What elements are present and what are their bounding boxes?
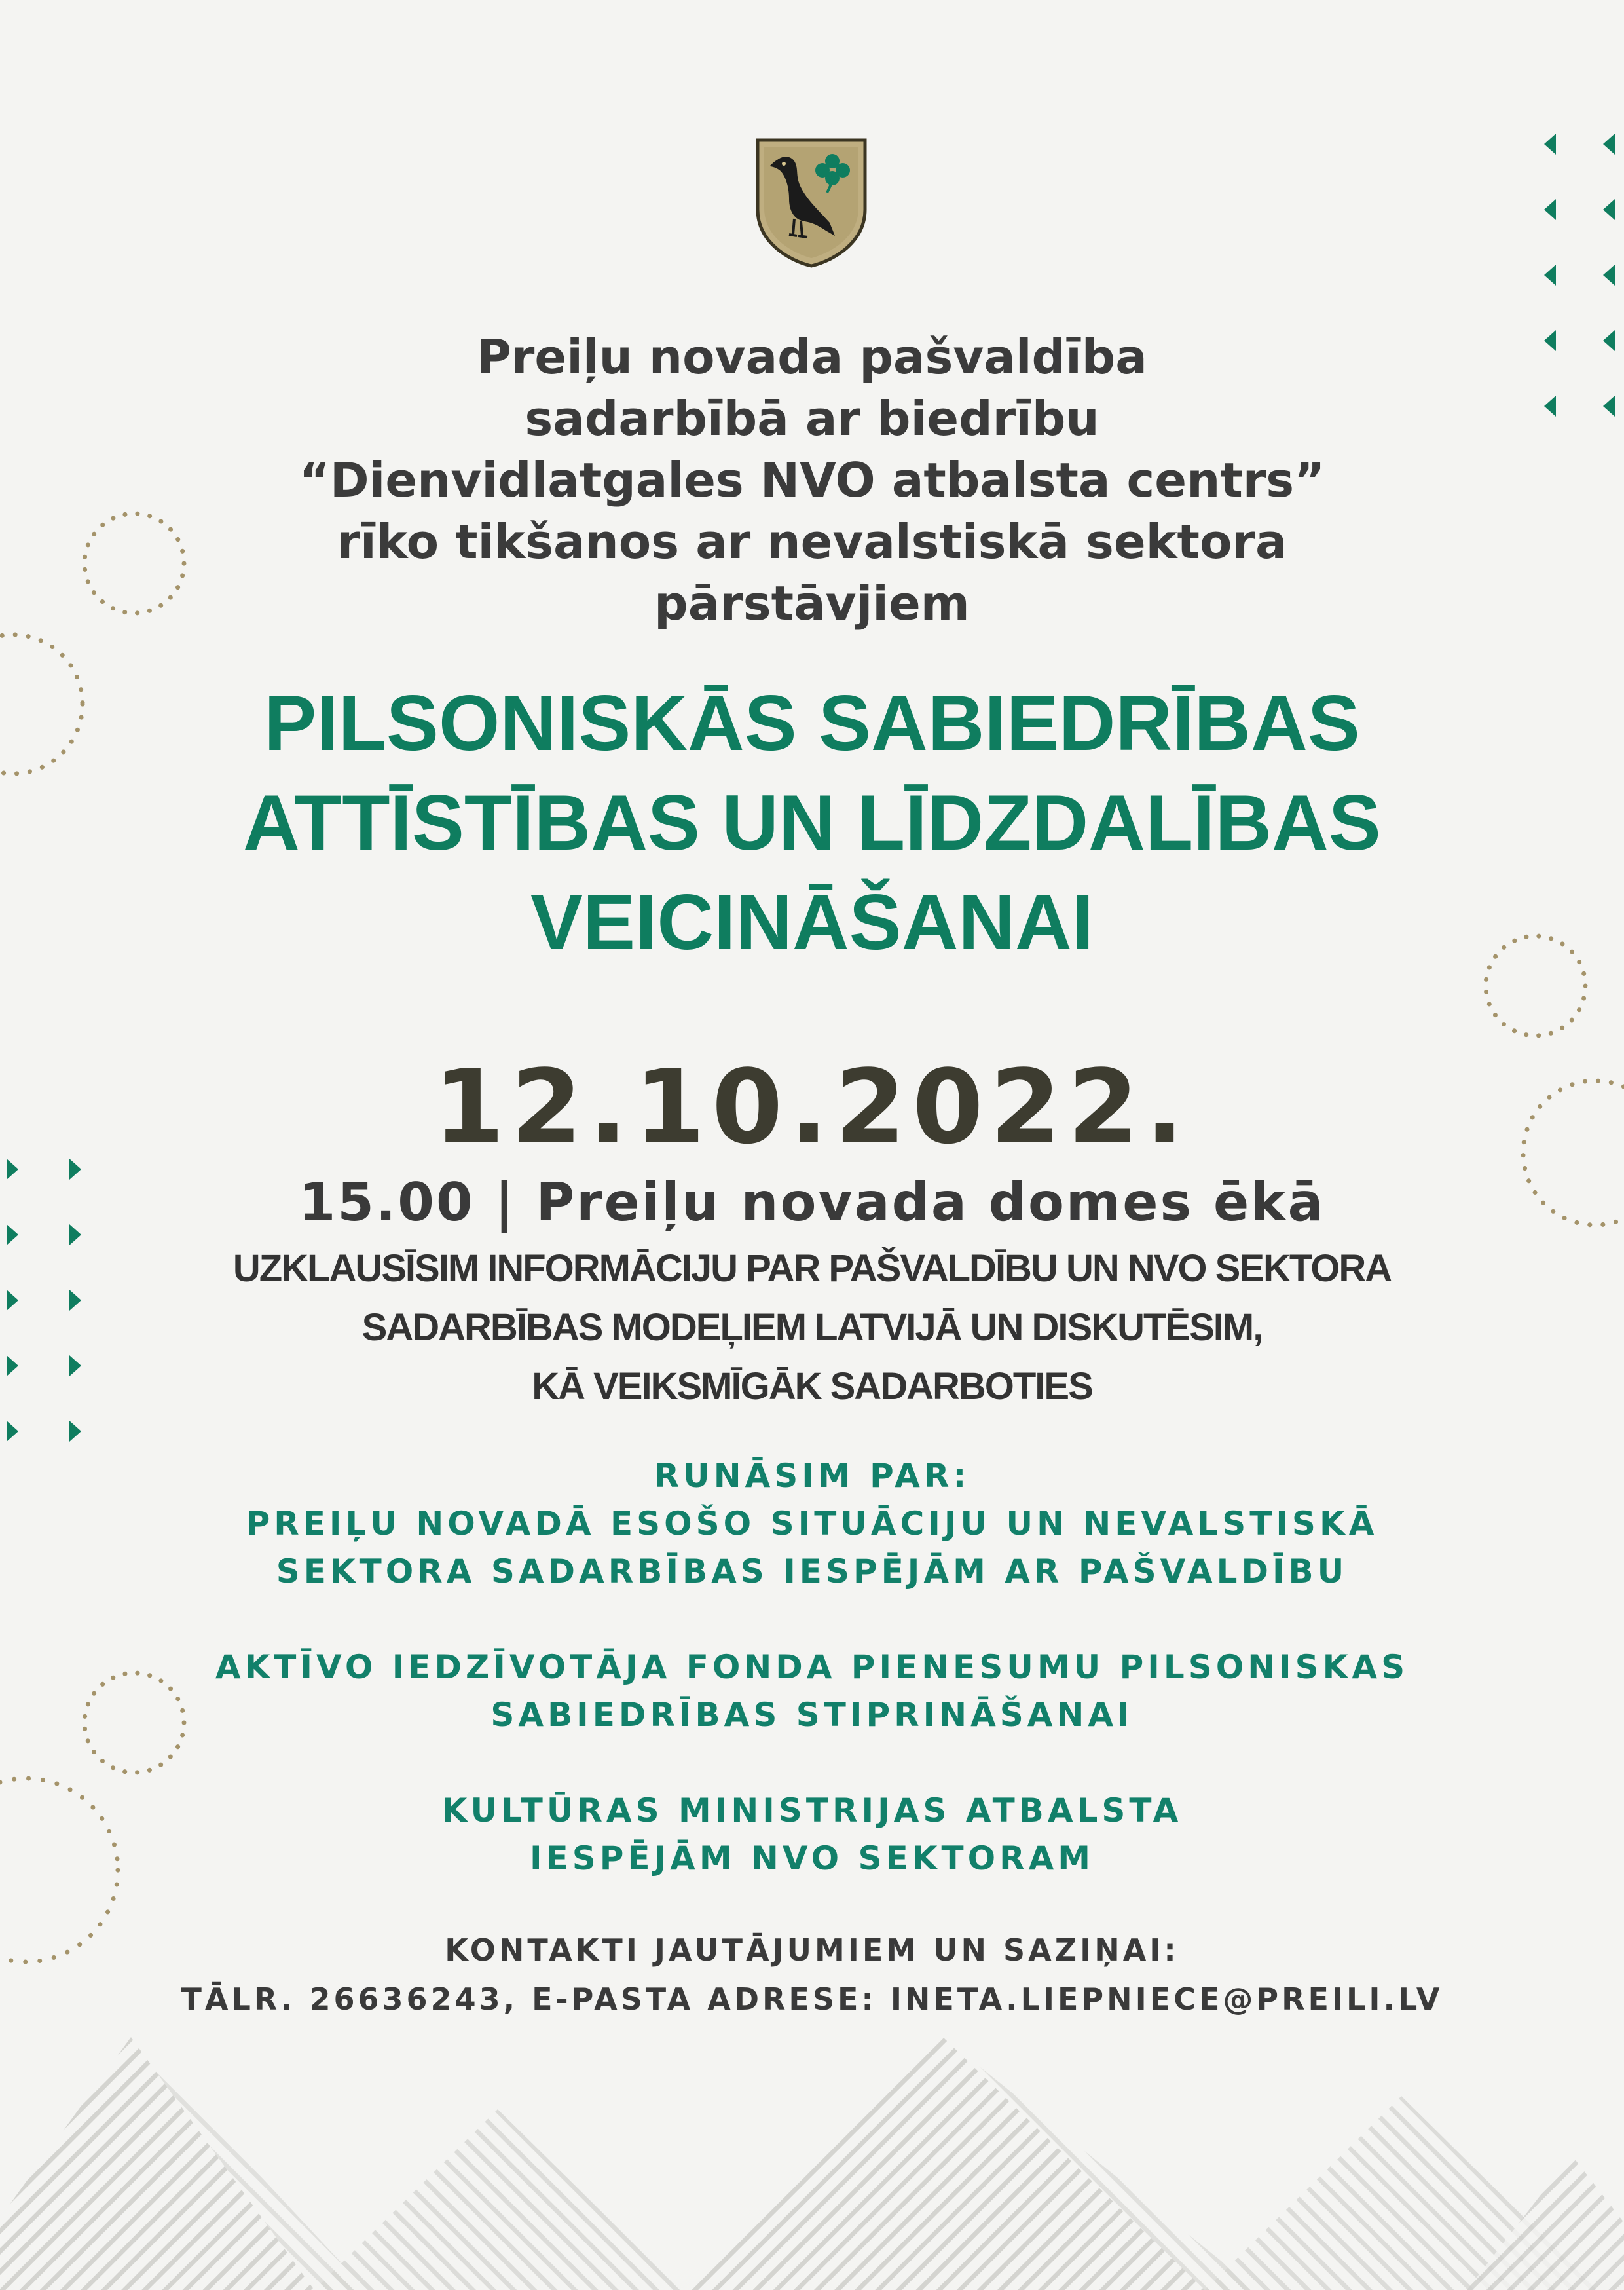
title-line: VEICINĀŠANAI bbox=[530, 878, 1094, 966]
description-line: UZKLAUSĪSIM INFORMĀCIJU PAR PAŠVALDĪBU UN NVO SEKTORA bbox=[232, 1247, 1392, 1290]
dotted-circle-icon bbox=[1513, 1074, 1624, 1231]
topics-heading: RUNĀSIM PAR: bbox=[654, 1457, 970, 1495]
organizer-intro bbox=[0, 326, 1624, 634]
topic-line: SEKTORA SADARBĪBAS IESPĒJĀM AR PAŠVALDĪBU bbox=[276, 1552, 1348, 1590]
event-description bbox=[0, 1239, 1624, 1416]
dotted-circle-icon bbox=[0, 1775, 131, 1965]
event-date: 12.10.2022. bbox=[433, 1047, 1191, 1167]
dotted-circle-icon bbox=[0, 632, 92, 776]
topic-line: IESPĒJĀM NVO SEKTORAM bbox=[529, 1839, 1095, 1877]
topic-line: SABIEDRĪBAS STIPRINĀŠANAI bbox=[490, 1696, 1134, 1734]
building-facade-pattern bbox=[0, 2024, 1624, 2290]
triangle-pattern-icon bbox=[0, 1150, 98, 1451]
intro-line: pārstāvjiem bbox=[654, 576, 970, 631]
discussion-topics bbox=[0, 1452, 1624, 1883]
triangle-pattern-icon bbox=[1526, 124, 1624, 426]
dotted-circle-icon bbox=[79, 1667, 190, 1778]
intro-line: “Dienvidlatgales NVO atbalsta centrs” bbox=[299, 453, 1325, 508]
coat-of-arms-icon bbox=[755, 138, 868, 269]
event-title bbox=[0, 673, 1624, 972]
event-time-place: 15.00 | Preiļu novada domes ēkā bbox=[299, 1172, 1325, 1233]
contact-details: TĀLR. 26636243, E-PASTA ADRESE: INETA.LIEPNIECE@PREILI.LV bbox=[181, 1981, 1443, 2017]
description-line: SADARBĪBAS MODEĻIEM LATVIJĀ UN DISKUTĒSIM, bbox=[361, 1306, 1263, 1349]
dotted-circle-icon bbox=[1480, 930, 1591, 1042]
title-line: PILSONISKĀS SABIEDRĪBAS bbox=[264, 679, 1360, 767]
topic-line: AKTĪVO IEDZĪVOTĀJA FONDA PIENESUMU PILSONISKAS bbox=[215, 1648, 1409, 1686]
description-line: KĀ VEIKSMĪGĀK SADARBOTIES bbox=[532, 1365, 1092, 1408]
intro-line: sadarbībā ar biedrību bbox=[525, 391, 1099, 446]
contact-info bbox=[0, 1926, 1624, 2024]
topic-line: KULTŪRAS MINISTRIJAS ATBALSTA bbox=[441, 1792, 1183, 1830]
intro-line: Preiļu novada pašvaldība bbox=[477, 329, 1147, 385]
title-line: ATTĪSTĪBAS UN LĪDZDALĪBAS bbox=[243, 779, 1381, 867]
topic-line: PREIĻU NOVADĀ ESOŠO SITUĀCIJU UN NEVALSTISKĀ bbox=[246, 1505, 1378, 1543]
contact-heading: KONTAKTI JAUTĀJUMIEM UN SAZIŅAI: bbox=[445, 1932, 1179, 1968]
intro-line: rīko tikšanos ar nevalstiskā sektora bbox=[337, 514, 1287, 569]
dotted-circle-icon bbox=[79, 508, 190, 619]
